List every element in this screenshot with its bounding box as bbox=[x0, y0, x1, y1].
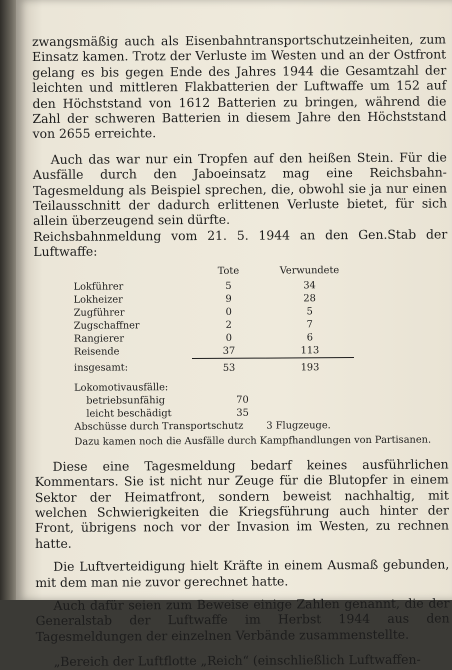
row-tote: 0 bbox=[225, 332, 233, 344]
loco-row-value: 70 bbox=[236, 394, 249, 406]
loco-row-label: leicht beschädigt bbox=[86, 407, 172, 420]
row-label: Rangierer bbox=[73, 333, 125, 345]
table-row bbox=[74, 305, 354, 320]
partisan-note: Dazu kamen noch die Ausfälle durch Kampfhandlungen von Partisanen. bbox=[74, 434, 432, 448]
table-row bbox=[74, 344, 354, 359]
loco-row-value: 35 bbox=[236, 407, 249, 419]
table-row bbox=[74, 331, 354, 346]
row-tote: 9 bbox=[225, 293, 232, 305]
row-label: Lokführer bbox=[73, 281, 124, 293]
total-verwundete: 193 bbox=[300, 361, 320, 374]
table-row bbox=[74, 318, 354, 333]
paragraph-air-defence: Die Luftverteidigung hielt Kräfte in einem Ausmaß gebunden, mit dem man nie zuvor gerechnet hatte. bbox=[35, 556, 450, 590]
col-header-tote: Tote bbox=[217, 265, 240, 277]
abschuesse-label: Abschüsse durch Transportschutz bbox=[74, 420, 244, 433]
row-verwundete: 5 bbox=[306, 305, 313, 318]
abschuesse-row bbox=[74, 418, 448, 433]
row-label: Zugschaffner bbox=[73, 320, 140, 332]
row-verwundete: 6 bbox=[306, 331, 314, 344]
locomotive-losses bbox=[74, 379, 448, 433]
paragraph-general-staff: Auch dafür seien zum Beweise einige Zahlen genannt, die der Generalstab der Luftwaffe im Herbst 1944 aus den Tagesmeldungen der einzelnen Verbände zusammenstellte. bbox=[35, 595, 450, 644]
row-tote: 37 bbox=[192, 344, 266, 358]
row-label: Reisende bbox=[73, 346, 120, 358]
table-total-row bbox=[74, 357, 354, 375]
loco-title: Lokomotivausfälle: bbox=[74, 381, 169, 394]
row-tote: 0 bbox=[225, 306, 232, 318]
abschuesse-value: 3 Flugzeuge. bbox=[266, 419, 331, 432]
row-verwundete: 34 bbox=[303, 279, 316, 292]
col-header-verwundete: Verwundete bbox=[279, 264, 340, 277]
total-label: insgesamt: bbox=[74, 362, 129, 375]
paragraph-commentary: Diese eine Tagesmeldung bedarf keines ausführlichen Kommentars. Sie ist nicht nur Zeuge für die Blutopfer in einem Sektor der Heimatfront, sondern beweist nachhaltig, mit welchen Schwierigkeiten die Kriegsführung auch hinter der Front, übrigens noch vor der Invasion im Westen, zu rechnen hatte. bbox=[34, 456, 450, 551]
loss-table bbox=[73, 264, 354, 376]
row-tote: 5 bbox=[225, 280, 232, 292]
row-label: Lokheizer bbox=[73, 294, 123, 306]
row-verwundete: 113 bbox=[266, 344, 354, 358]
row-label: Zugführer bbox=[73, 307, 125, 319]
book-page bbox=[16, 0, 452, 670]
paragraph-flak-batteries: zwangsmäßig auch als Eisenbahntransportschutzeinheiten, zum Einsatz kamen. Trotz der Verluste im Westen und an der Ostfront gelang es bis gegen Ende des Jahres 1944 die Gesamtzahl der leichten und mittleren Flakbatterien der Luftwaffe um 152 auf den Höchststand von 1612 Batterien zu bringen, während die Zahl der schweren Batterien in diesem Jahre den Höchststand von 2655 erreichte. bbox=[32, 31, 447, 142]
table-row bbox=[74, 292, 354, 307]
loco-row-label: betriebsunfähig bbox=[86, 394, 166, 407]
facing-page-edge bbox=[0, 0, 16, 600]
loss-table-header bbox=[73, 264, 353, 281]
paragraph-luftflotte: „Bereich der Luftflotte „Reich“ (einschließlich Luftwaffen- bbox=[53, 651, 421, 670]
row-verwundete: 7 bbox=[306, 318, 313, 331]
row-tote: 2 bbox=[225, 319, 232, 331]
paragraph-jabo-losses: Auch das war nur ein Tropfen auf den heißen Stein. Für die Ausfälle durch den Jaboeinsatz mag eine Reichsbahn-Tagesmeldung als Beispiel sprechen, die, obwohl sie ja nur einen Teilausschnitt der dadurch erlittenen Verluste bietet, für sich allein überzeugend sein dürfte. bbox=[32, 149, 448, 229]
text-column bbox=[32, 31, 450, 669]
row-verwundete: 28 bbox=[303, 292, 316, 305]
total-tote: 53 bbox=[222, 362, 236, 374]
reichsbahn-report-heading: Reichsbahnmeldung vom 21. 5. 1944 an den Gen.Stab der Luftwaffe: bbox=[33, 226, 448, 260]
table-row bbox=[74, 279, 354, 294]
